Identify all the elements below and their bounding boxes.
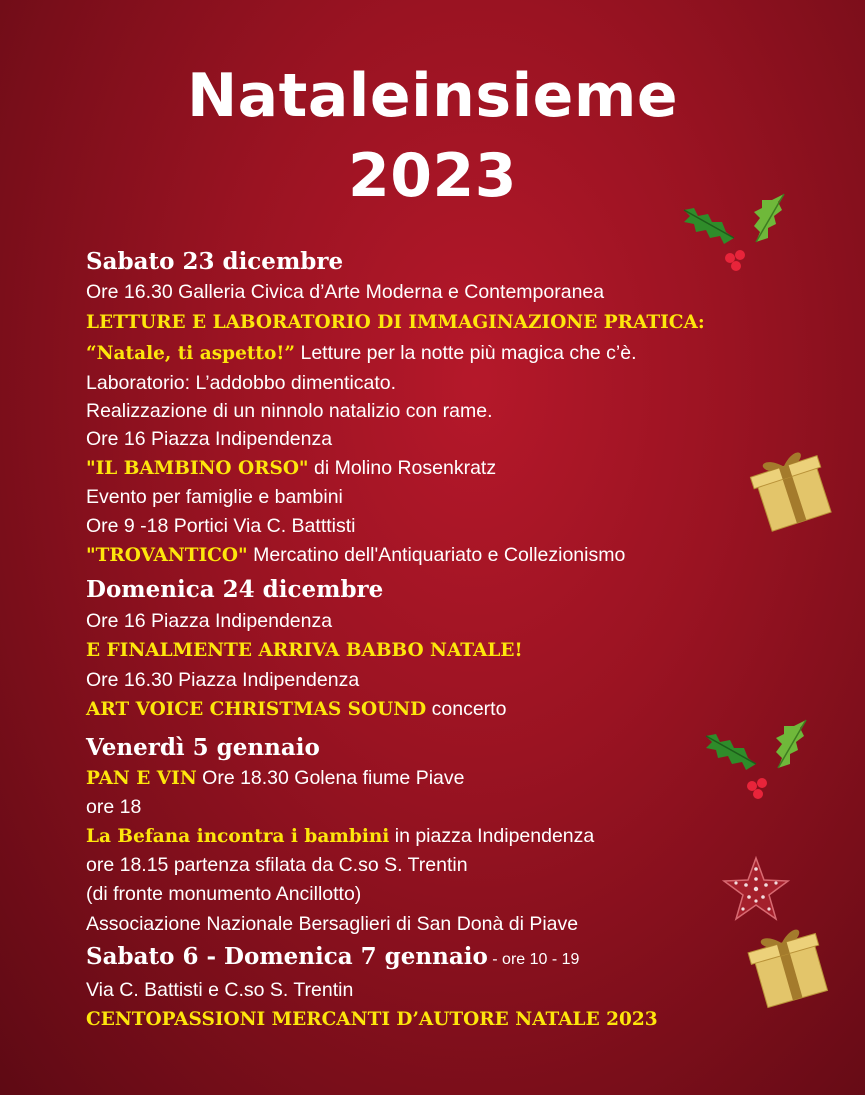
event-text: Mercatino dell'Antiquariato e Collezionismo [247, 544, 626, 566]
event-highlight: “Natale, ti aspetto!” [86, 343, 296, 364]
event-text: in piazza Indipendenza [389, 825, 595, 847]
date-heading-hours: - ore 10 - 19 [487, 951, 580, 968]
event-line [86, 310, 705, 335]
event-line: Ore 16 Piazza Indipendenza [86, 428, 333, 450]
event-line: Associazione Nazionale Bersaglieri di San Donà di Piave [86, 913, 579, 935]
event-line: Realizzazione di un ninnolo natalizio con rame. [86, 400, 493, 422]
holly-icon [676, 188, 791, 278]
event-line: (di fronte monumento Ancillotto) [86, 883, 362, 905]
event-line [86, 456, 496, 481]
event-highlight: "IL BAMBINO ORSO" [86, 458, 309, 479]
date-heading-sun24: Domenica 24 dicembre [86, 576, 384, 603]
event-text: di Molino Rosenkratz [308, 457, 497, 479]
gift-icon [748, 445, 838, 535]
event-line: Ore 16.30 Piazza Indipendenza [86, 669, 360, 691]
date-heading-sat6-sun7 [86, 943, 579, 974]
event-line: Ore 16.30 Galleria Civica d’Arte Moderna e Contemporanea [86, 281, 605, 303]
date-heading-text: Sabato 6 - Domenica 7 gennaio [86, 943, 488, 970]
event-highlight: LETTURE E LABORATORIO DI IMMAGINAZIONE PRATICA: [86, 312, 705, 333]
event-line [86, 543, 625, 568]
event-line [86, 824, 594, 849]
event-highlight: "TROVANTICO" [86, 545, 248, 566]
title-line-2: 2023 [348, 141, 517, 211]
event-highlight: La Befana incontra i bambini [86, 826, 390, 847]
event-line [86, 766, 464, 791]
event-line: ore 18.15 partenza sfilata da C.so S. Trentin [86, 854, 468, 876]
event-line: Via C. Battisti e C.so S. Trentin [86, 979, 354, 1001]
event-line [86, 1007, 658, 1032]
event-line [86, 638, 523, 663]
star-ornament-icon [721, 855, 791, 925]
holly-icon [700, 716, 815, 806]
title-line-1: Nataleinsieme [186, 61, 679, 131]
event-line: Ore 16 Piazza Indipendenza [86, 610, 333, 632]
event-text: Letture per la notte più magica che c’è. [295, 342, 637, 364]
event-highlight: CENTOPASSIONI MERCANTI D’AUTORE NATALE 2023 [86, 1009, 658, 1030]
event-line: Ore 9 -18 Portici Via C. Batttisti [86, 515, 356, 537]
event-text: concerto [426, 698, 507, 720]
event-line: Evento per famiglie e bambini [86, 486, 343, 508]
event-highlight: E FINALMENTE ARRIVA BABBO NATALE! [86, 640, 523, 661]
event-text: Ore 18.30 Golena fiume Piave [196, 767, 465, 789]
event-line: Laboratorio: L’addobbo dimenticato. [86, 372, 397, 394]
date-heading-sat23: Sabato 23 dicembre [86, 248, 344, 275]
event-highlight: PAN E VIN [86, 768, 197, 789]
event-line [86, 697, 506, 722]
date-heading-fri5: Venerdì 5 gennaio [86, 734, 320, 761]
event-line [86, 341, 637, 366]
event-highlight: ART VOICE CHRISTMAS SOUND [86, 699, 427, 720]
gift-icon [745, 922, 835, 1012]
event-line: ore 18 [86, 796, 142, 818]
